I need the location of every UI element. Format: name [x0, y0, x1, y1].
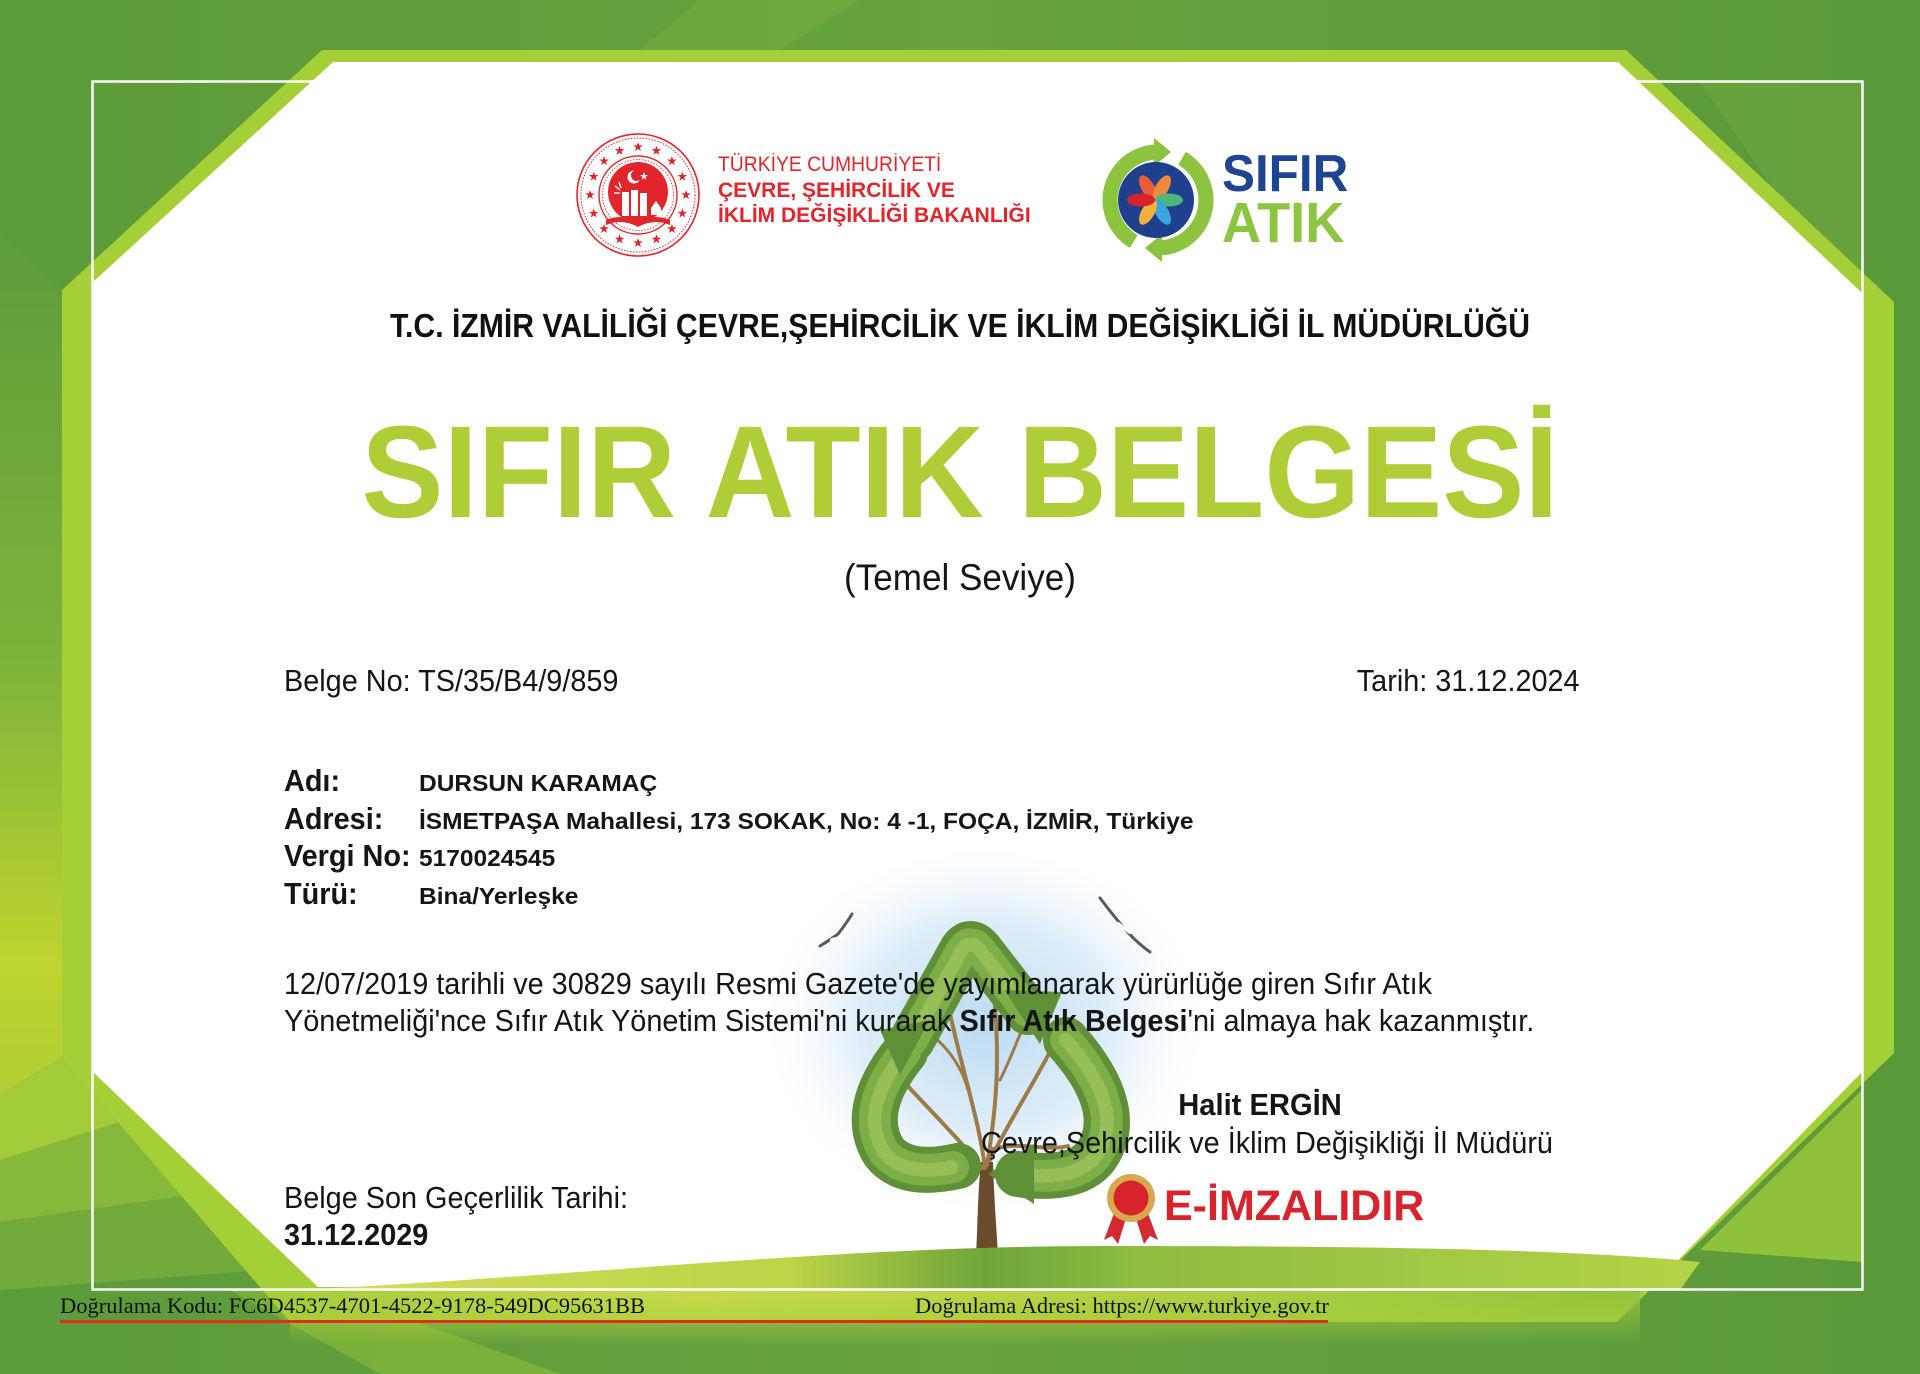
certificate-title: SIFIR ATIK BELGESİ: [361, 398, 1559, 545]
program-logo-text-top: SIFIR: [1222, 145, 1349, 203]
ministry-name-line-2: ÇEVRE, ŞEHİRCİLİK VE: [718, 179, 955, 202]
field-label-name: Adı:: [284, 763, 341, 798]
field-value-address: İSMETPAŞA Mahallesi, 173 SOKAK, No: 4 -1, FOÇA, İZMİR, Türkiye: [419, 807, 1194, 834]
ministry-name-line-3: İKLİM DEĞİŞİKLİĞİ BAKANLIĞI: [718, 204, 1031, 227]
certificate-level: (Temel Seviye): [844, 556, 1076, 598]
signatory-name: Halit ERGİN: [1178, 1087, 1342, 1122]
document-number: [284, 665, 618, 696]
issue-date-value: 31.12.2024: [1435, 663, 1580, 698]
field-value-tax-number: 5170024545: [419, 844, 556, 871]
statement-text: Yönetmeliği'nce Sıfır Atık Yönetim Sistemi'ni kurarak: [284, 1003, 960, 1038]
signatory-title: Çevre,Şehircilik ve İklim Değişikliği İl Müdürü: [981, 1125, 1553, 1160]
issue-date: [1357, 665, 1580, 696]
verification-code-value: FC6D4537-4701-4522-9178-549DC95631BB: [228, 1293, 645, 1318]
statement-text-end: 'ni almaya hak kazanmıştır.: [1187, 1003, 1535, 1038]
e-signature-label: E-İMZALIDIR: [1164, 1182, 1425, 1230]
field-value-type: Bina/Yerleşke: [419, 882, 579, 909]
ministry-name-line-1: TÜRKİYE CUMHURİYETİ: [718, 153, 942, 176]
field-label-tax-number: Vergi No:: [284, 838, 411, 873]
expiry-date: 31.12.2029: [284, 1217, 429, 1252]
verification-code: [60, 1295, 645, 1318]
issuing-authority: T.C. İZMİR VALİLİĞİ ÇEVRE,ŞEHİRCİLİK VE İKLİM DEĞİŞİKLİĞİ İL MÜDÜRLÜĞÜ: [389, 307, 1531, 344]
verification-address: [915, 1295, 1329, 1318]
statement-line-1: 12/07/2019 tarihli ve 30829 sayılı Resmi Gazete'de yayımlanarak yürürlüğe giren Sıfır Atık: [284, 966, 1433, 1001]
expiry-label: Belge Son Geçerlilik Tarihi:: [284, 1180, 628, 1215]
verification-address-label: Doğrulama Adresi:: [915, 1293, 1087, 1318]
footer-rule: [60, 1320, 1328, 1323]
program-logo-text-bottom: ATIK: [1222, 191, 1345, 255]
document-number-label: Belge No:: [284, 663, 411, 698]
field-label-address: Adresi:: [284, 801, 384, 836]
issue-date-label: Tarih:: [1357, 663, 1428, 698]
verification-address-url: https://www.turkiye.gov.tr: [1092, 1293, 1329, 1318]
statement-emphasis: Sıfır Atık Belgesi: [959, 1003, 1188, 1038]
decor-left-column: [0, 230, 62, 1095]
field-value-name: DURSUN KARAMAÇ: [419, 769, 658, 796]
statement-line-2: [284, 1005, 1534, 1036]
field-label-type: Türü:: [284, 876, 358, 911]
document-number-value: TS/35/B4/9/859: [418, 663, 619, 698]
verification-code-label: Doğrulama Kodu:: [60, 1293, 224, 1318]
